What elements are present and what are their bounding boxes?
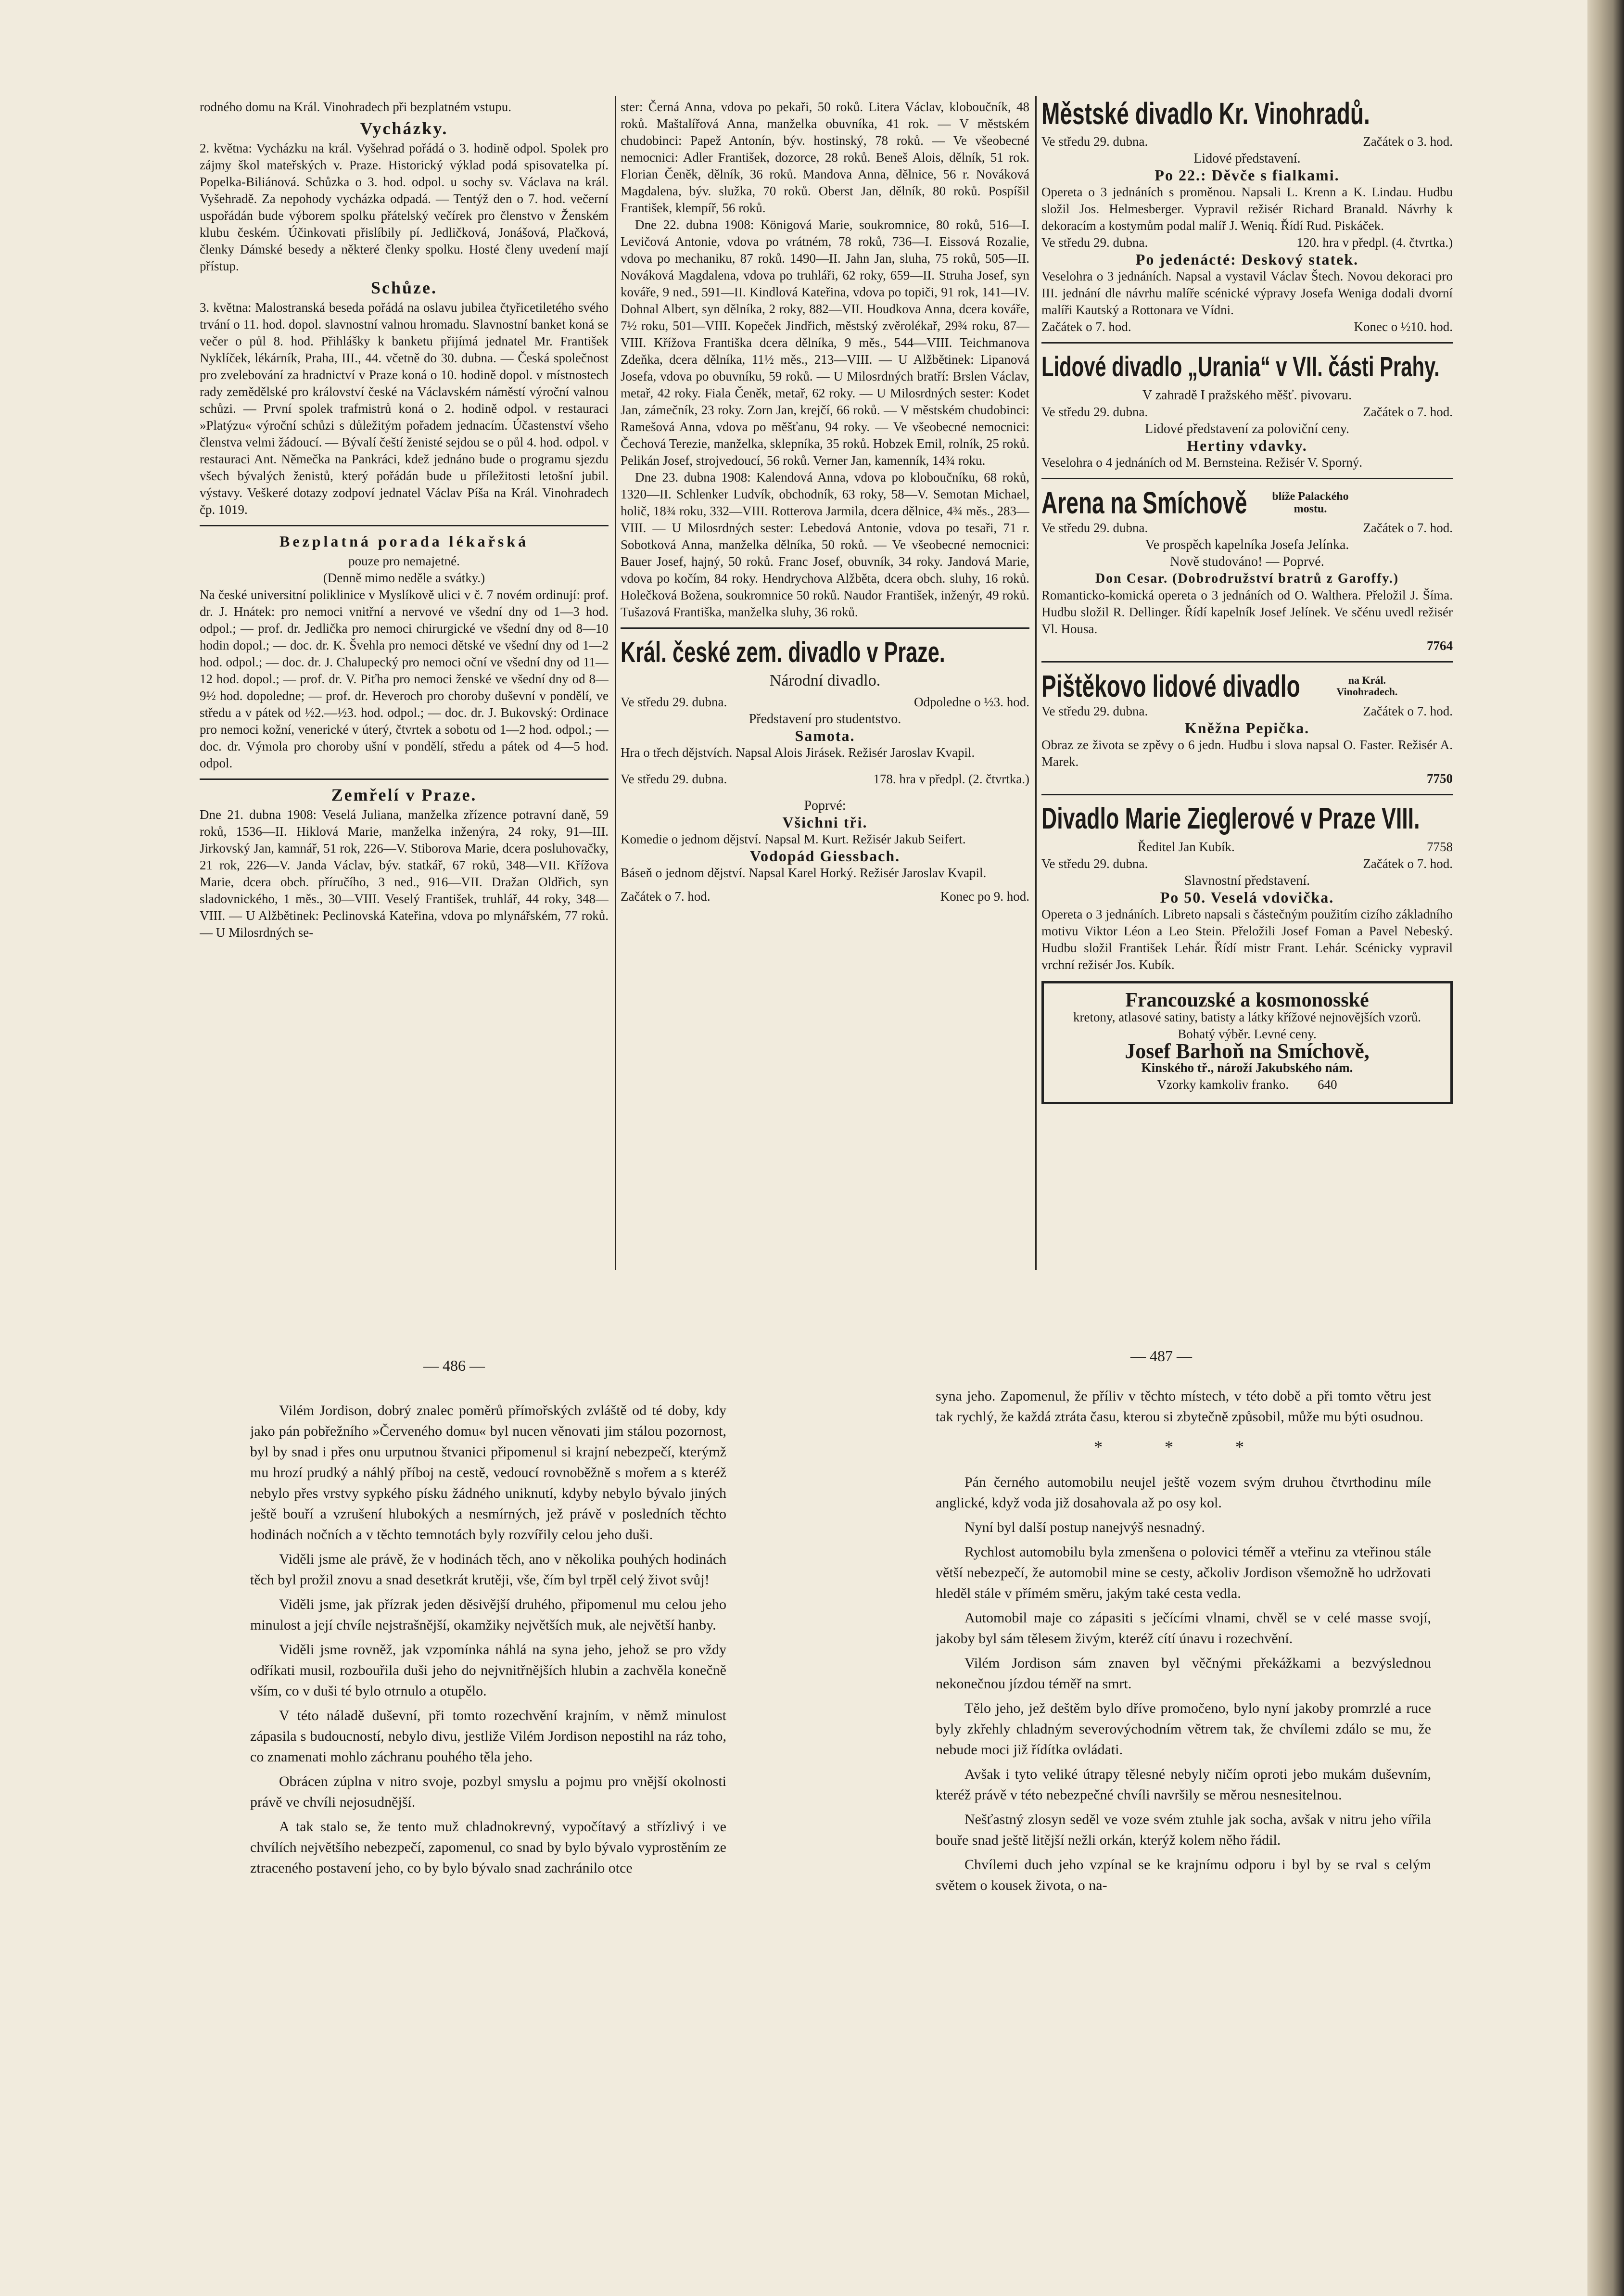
story-paragraph: syna jeho. Zapomenul, že příliv v těchto místech, v této době a při tomto větru jest tak rychlý, že každá ztráta času, kterou si zbytečně způsobil, může mu býti osudnou.	[936, 1388, 1431, 1425]
divider	[200, 525, 609, 526]
deaths-text-1: ster: Černá Anna, vdova po pekaři, 50 roků. Litera Václav, kloboučník, 48 roků. Maštalířová Anna, manželka obuvníka, 41 rok. — V městském chudobinci: Papež Antonín, býv. hostinský, 78 roků. — Ve všeobecné nemocnici: Adler František, dozorce, 28 roků. Beneš Alois, dělník, 51 rok. Florian Čeněk, dělník, 36 roků. Mandova Anna, dělnice, 56 r. Nováková Magdalena, býv. služka, 70 roků. Oberst Jan, dělník, 80 roků. Pospíšil František, klempíř, 56 roků.	[621, 100, 1029, 215]
ad-address: Kinského tř., nároží Jakubského nám.	[1141, 1060, 1353, 1075]
story-left-page	[250, 1400, 726, 2151]
zemreli-heading: Zemřelí v Praze.	[331, 785, 477, 804]
column-divider-right	[1035, 96, 1037, 1270]
book-spine	[1587, 0, 1624, 2296]
story-paragraph: Automobil maje co zápasiti s ječícími vlnami, chvěl se v celé masse svojí, jakoby byl sám tělesem živým, kteréž cítí únavu i rozechvění.	[936, 1610, 1431, 1646]
ad-title: Francouzské a kosmonosské	[1125, 989, 1369, 1011]
ad-name: Josef Barhoň na Smíchově,	[1125, 1039, 1370, 1063]
vychazky-heading: Vycházky.	[360, 119, 448, 138]
pistek-subtitle: na Král. Vinohradech.	[1336, 674, 1398, 698]
ur-date: Ve středu 29. dubna.	[1041, 405, 1148, 419]
divider	[621, 627, 1029, 629]
mv-end-2: Konec o ½10. hod.	[1354, 319, 1453, 334]
narodni-divadlo-name: Národní divadlo.	[769, 672, 881, 689]
ar-note-2: Nově studováno! — Poprvé.	[1170, 554, 1324, 569]
middle-column	[621, 99, 1029, 1277]
nd-end: Konec po 9. hod.	[940, 889, 1029, 904]
porada-subtitle-2: (Denně mimo neděle a svátky.)	[323, 571, 485, 585]
left-column	[200, 99, 609, 1277]
mestske-divadlo-title: Městské divadlo Kr. Vinohradů.	[1041, 96, 1370, 131]
nd-desc-1: Hra o třech dějstvích. Napsal Alois Jirásek. Režisér Jaroslav Kvapil.	[621, 745, 975, 760]
intro-text: rodného domu na Král. Vinohradech při bezplatném vstupu.	[200, 100, 511, 114]
ur-desc: Veselohra o 4 jednáních od M. Bernsteina. Režisér V. Sporný.	[1041, 455, 1363, 470]
ziegler-title: Divadlo Marie Zieglerové v Praze VIII.	[1041, 802, 1420, 835]
nd-desc-2: Komedie o jednom dějství. Napsal M. Kurt. Režisér Jakub Seifert.	[621, 832, 966, 846]
mv-play-2: Po jedenácté: Deskový statek.	[1135, 251, 1359, 268]
porada-text: Na české universitní poliklinice v Myslíkově ulici v č. 7 novém ordinují: prof. dr. J. Hnátek: pro nemoci vnitřní a nervové ve všední dny od 1—3 hod. odpol.; — prof. dr. Jedlička pro nemoci chirurgické ve všední dny od 8—10 hodin dopol.; — doc. dr. K. Švehla pro nemoci dětské ve všední dny od 1—2 hod. odpol.; — doc. dr. J. Chalupecký pro nemoci oční ve všední dny od 11—12 hod. dopol.; — prof. dr. V. Piťha pro nemoci ženské ve všední dny od 8—9½ hod. dopoledne; — prof. dr. Heveroch pro choroby duševní v pondělí, ve středu a v pátek od ½2.—½3. hod. odpol.; — doc. dr. J. Bukovský: Ordinace pro nemoci kožní, venerické v úterý, čtvrtek a sobotu od 1—2 hod. odpol.; — doc. dr. Výmola pro choroby ušní v pondělí, středu a pátek od 4—5 hod. odpol.	[200, 587, 609, 770]
nd-desc-3: Báseň o jednom dějství. Napsal Karel Horký. Režisér Jaroslav Kvapil.	[621, 866, 987, 880]
story-paragraph: Vilém Jordison sám znaven byl věčnými překážkami a bezvýslednou nekonečnou jízdou téměř na smrt.	[936, 1655, 1431, 1692]
mv-note-1: Lidové představení.	[1193, 151, 1301, 166]
zi-director: Ředitel Jan Kubík.	[1138, 840, 1235, 854]
ur-start: Začátek o 7. hod.	[1363, 405, 1453, 419]
mv-start-2: Začátek o 7. hod.	[1041, 319, 1131, 334]
deaths-text-2: Dne 22. dubna 1908: Königová Marie, soukromnice, 80 roků, 516—I. Levičová Antonie, vdova po vrátném, 78 roků, 736—I. Eissová Rozalie, vdova po mechaniku, 87 roků. 1490—II. Jahn Jan, sluha, 75 roků, 505—II. Nováková Magdalena, vdova po truhláři, 62 roky, 659—II. Struha Josef, syn kováře, 9 ned., 591—II. Kindlová Kateřina, vdova po topiči, 91 rok, 141—IV. Dohnal Albert, syn dělníka, 2 roky, 882—VII. Houdkova Anna, dcera kováře, 7½ roku, 501—VIII. Kopeček Jindřich, městský zvěrolékař, 29¾ roku, 87—VIII. Křížova Františka dcera dělníka, 9 měs., 544—VIII. Teichmanova Zdeňka, dcera dělníka, 11½ měs., 213—VIII. — U Alžbětinek: Lipanová Josefa, vdova po obuvníku, 59 roků. — U Milosrdných bratří: Brslen Václav, metař, 42 roky. Fiala Čeněk, metař, 62 roky. — U Milosrdných sester: Kodet Jan, zámečník, 23 roky. Zorn Jan, krejčí, 66 roků. — V městském chudobinci: Ramešová Anna, vdova po měšťanu, 94 roky. — Ve všeobecné nemocnici: Čechová Terezie, manželka, sklepníka, 35 roků. Hobzek Emil, rolník, 25 roků. Pelikán Josef, strojvedoucí, 56 roků. Verner Jan, kamenník, 14¾ roku.	[621, 217, 1029, 468]
story-paragraph: A tak stalo se, že tento muž chladnokrevný, vypočítavý a střízlivý i ve chvílích největšího nebezpečí, zapomenul, co snad by bylo bývalo vyprostěním ze ztraceného postavení jeho, co by bylo bývalo snad zachránilo otce	[250, 1819, 726, 1876]
story-paragraph: Viděli jsme, jak přízrak jeden děsivější druhého, připomenul mu celou jeho minulost a její chvíle nejstrašnější, okamžiky největších muk, ale největší hanby.	[250, 1596, 726, 1633]
section-separator: * * *	[1094, 1437, 1273, 1456]
mv-play-1: Po 22.: Děvče s fialkami.	[1155, 166, 1340, 184]
arena-title: Arena na Smíchově	[1041, 485, 1247, 520]
story-paragraph: Obrácen zúplna v nitro svoje, pozbyl smyslu a pojmu pro vnější okolnosti právě ve chvíli nejosudnější.	[250, 1773, 726, 1810]
nd-first: Poprvé:	[804, 798, 846, 813]
ur-place: V zahradě I pražského měšť. pivovaru.	[1142, 388, 1352, 403]
ar-play: Don Cesar. (Dobrodružství bratrů z Garoffy.)	[1095, 571, 1399, 586]
mv-num-2: 120. hra v předpl. (4. čtvrtka.)	[1296, 235, 1453, 250]
story-paragraph: Tělo jeho, jež deštěm bylo dříve promočeno, bylo nyní jakoby promrzlé a ruce byly zkřehly chladným severovýchodním větrem tak, že chvílemi zdálo se mu, že nebude moci již řídítka ovládati.	[936, 1700, 1431, 1758]
narodni-divadlo-title: Král. české zem. divadlo v Praze.	[621, 636, 945, 668]
story-paragraph: Vilém Jordison, dobrý znalec poměrů přímořských zvláště od té doby, kdy jako pán pobřežního »Červeného domu« byl nucen věnovati jim stálou pozornost, byl by snad i přes onu urputnou štvanici připomenul si krajní nebezpečí, kterýmž mu hrozí prudký a náhlý příboj na cestě, vedoucí rovnoběžně s mořem a s kteréž nebylo přes vrstvy sypkého písku žádného uniknutí, kdyby nebylo bývalo jiných ještě bouří a vzrušení hlubokých a nesmírných, jež právě v posledních těchto hodinách nočních a v těchto temnotách byly rozvířily celou jeho duši.	[250, 1403, 726, 1543]
nd-date-1: Ve středu 29. dubna.	[621, 695, 727, 709]
page-number-486: — 486 —	[423, 1357, 485, 1374]
ad-num: 640	[1318, 1077, 1337, 1092]
schuze-text: 3. května: Malostranská beseda pořádá na oslavu jubilea čtyřicetiletého svého trvání o 11. hod. dopol. slavnostní valnou hromadu. Slavnostní banket koná se večer o půl 8. hod. Přihlášky k banketu přijímá jednatel Mr. František Nyklíček, lékárník, Praha, III., 44. včetně do 30. dubna. — Česká společnost pro zvelebování za hradnictví v Praze koná o 10. hodině dopol. v místnostech rady zemědělské pro království české na Václavském náměstí výroční valnou schůzi. — První spolek trafmistrů koná o 2. hodině odpol. v restauraci »Platýzu« výroční schůzi s důležitým pořadem jednacím. Účastenství všeho členstva velmi žádoucí. — Bývalí čeští ženisté sejdou se o půl 4. hod. odpol. v restauraci Ant. Němečka na Pankráci, kdež jednáno bude o programu sjezdu všech bývalých ženistů, který pořádán bude u příležitosti letošní jubil. výstavy. Veškeré dotazy zodpoví jednatel Václav Píša na Král. Vinohradech čp. 1019.	[200, 300, 609, 517]
ar-desc: Romanticko-komická opereta o 3 jednáních od O. Walthera. Přeložil J. Šíma. Hudbu složil R. Dellinger. Řídí kapelník Josef Jelínek. Ve sčénu uvedl režisér Vl. Housa.	[1041, 588, 1453, 636]
story-paragraph: Viděli jsme rovněž, jak vzpomínka náhlá na syna jeho, jehož se pro vždy odříkati musil, rozbouřila duši jeho do nejvnitřnějších hlubin a zachvěla konečně vším, co v duši té bylo otrnulo a otupělo.	[250, 1642, 726, 1699]
nd-play-3: Vodopád Giessbach.	[749, 847, 901, 865]
mv-start-1: Začátek o 3. hod.	[1363, 134, 1453, 149]
story-paragraph: Nyní byl další postup nanejvýš nesnadný.	[964, 1519, 1205, 1535]
ad-sample: Vzorky kamkoliv franko.	[1157, 1077, 1289, 1092]
nd-date-2: Ve středu 29. dubna.	[621, 772, 727, 786]
nd-start: Začátek o 7. hod.	[621, 889, 710, 904]
story-paragraph: V této náladě duševní, při tomto rozechvění krajním, v němž minulost zápasila s budoucností, nebylo divu, jestliže Vilém Jordison nepostihl na ráz toho, co znamenati mohlo záchranu pouhého těla jeho.	[250, 1708, 726, 1765]
divider	[1041, 342, 1453, 344]
schuze-heading: Schůze.	[371, 278, 437, 297]
divider	[200, 778, 609, 780]
vychazky-text: 2. května: Vycházku na král. Vyšehrad pořádá o 3. hodině odpol. Spolek pro zájmy škol mateřských v. Praze. Historický výklad podá spisovatelka pí. Popelka-Biliánová. Schůzka o 3. hod. odpol. u sochy sv. Václava na král. Vyšehradě. Za nepohody vycházka odpadá. — Tentýž den o 7. hod. večerní uspořádán bude výborem spolku přátelský večírek pro členstvo v Ženském klubu českém. Účinkovati přislíbily pí. Jedličková, Jonášová, Plačková, členky Dámské besedy a některé členky spolku. Hosté členy uvedení mají přístup.	[200, 141, 609, 273]
deaths-text-3: Dne 23. dubna 1908: Kalendová Anna, vdova po kloboučníku, 68 roků, 1320—II. Schlenker Ludvík, obchodník, 63 roky, 58—V. Semotan Michael, holič, 18¾ roku, 332—VIII. Rotterova Jarmila, dcera dělnice, 4¾ měs., 283—VIII. — U Milosrdných sester: Lebedová Antonie, vdova po tesaři, 71 r. Sobotková Anna, manželka dělníka, 50 roků. — Ve všeobecné nemocnici: Bauer Josef, hajný, 50 roků. Franc Josef, obuvník, 34 roky. Jandová Marie, vdova po kočím, 84 roky. Hendrychova Alžběta, dcera obch. sluhy, 16 roků. Holečková Božena, soukromnice 50 roků. Naudor František, inženýr, 49 roků. Tušazová Františka, manželka sluhy, 36 roků.	[621, 470, 1029, 619]
pistek-title: Pištěkovo lidové divadlo	[1041, 669, 1300, 703]
nd-play-2: Všichni tři.	[782, 814, 868, 831]
nd-play-1: Samota.	[795, 727, 855, 744]
page-number-487: — 487 —	[1130, 1347, 1192, 1365]
urania-title: Lidové divadlo „Urania“ v VII. části Prahy.	[1041, 351, 1440, 383]
zi-play: Po 50. Veselá vdovička.	[1160, 889, 1334, 906]
column-divider-left	[615, 96, 616, 1270]
mv-date-1: Ve středu 29. dubna.	[1041, 134, 1148, 149]
ur-note: Lidové představení za poloviční ceny.	[1144, 421, 1350, 436]
divider	[1041, 794, 1453, 795]
pi-date: Ve středu 29. dubna.	[1041, 704, 1148, 718]
ar-num: 7764	[1427, 638, 1453, 653]
story-paragraph: Viděli jsme ale právě, že v hodinách těch, ano v několika pouhých hodinách těch byl prožil znovu a snad desetkrát krutěji, vše, čím byl trpěl celý život svůj!	[250, 1551, 726, 1588]
zi-note: Slavnostní představení.	[1184, 873, 1310, 888]
porada-heading: Bezplatná porada lékařská	[279, 533, 529, 550]
story-right-page	[936, 1386, 1431, 2151]
zi-desc: Opereta o 3 jednáních. Libreto napsali s částečným použitím cizího základního motivu Viktor Léon a Leo Stein. Přeložili Josef Foman a Pavel Nebeský. Hudbu složil František Lehár. Řídí mistr Frant. Lehár. Scénicky vypravil vrchní režisér Jos. Kubík.	[1041, 907, 1453, 972]
nd-num-2: 178. hra v předpl. (2. čtvrtka.)	[873, 772, 1029, 786]
story-paragraph: Pán černého automobilu neujel ještě vozem svým druhou čtvrthodinu míle anglické, když voda již dosahovala až po osy kol.	[936, 1474, 1431, 1511]
mv-date-2: Ve středu 29. dubna.	[1041, 235, 1148, 250]
pi-play: Kněžna Pepička.	[1184, 719, 1310, 737]
nd-time-1: Odpoledne o ½3. hod.	[914, 695, 1029, 709]
ar-note: Ve prospěch kapelníka Josefa Jelínka.	[1145, 537, 1349, 552]
pi-num: 7750	[1427, 771, 1453, 786]
arena-subtitle: blíže Palackého mostu.	[1272, 490, 1349, 515]
nd-note-1: Představení pro studentstvo.	[749, 712, 901, 727]
ar-date: Ve středu 29. dubna.	[1041, 521, 1148, 535]
pi-desc: Obraz ze života se zpěvy o 6 jedn. Hudbu i slova napsal O. Faster. Režisér A. Marek.	[1041, 738, 1453, 769]
zi-date: Ve středu 29. dubna.	[1041, 856, 1148, 871]
ar-start: Začátek o 7. hod.	[1363, 521, 1453, 535]
ur-play: Hertiny vdavky.	[1187, 437, 1307, 454]
mv-desc-1: Opereta o 3 jednáních s proměnou. Napsali L. Krenn a K. Lindau. Hudbu složil Jos. Helmesberger. Vypravil režisér Richard Branald. Návrhy k dekoracím a kostymům podal malíř J. Weniq. Řídí Rud. Piskáček.	[1041, 185, 1453, 233]
pi-start: Začátek o 7. hod.	[1363, 704, 1453, 718]
story-paragraph: Chvílemi duch jeho vzpínal se ke krajnímu odporu i byl by se rval s celým světem o kousek života, o na-	[936, 1857, 1431, 1893]
right-column	[1041, 94, 1453, 1277]
zemreli-text: Dne 21. dubna 1908: Veselá Juliana, manželka zřízence potravní daně, 59 roků, 1536—II. Hiklová Marie, manželka inženýra, 24 roky, 91—III. Jirkovský Jan, kamnář, 51 rok, 226—V. Stiborova Marie, dcera posluhovačky, 21 rok, 226—V. Janda Václav, býv. statkář, 67 roků, 348—VII. Křížova Marie, dcera obch. příručího, 3 ned., 916—VII. Dražan Oldřich, syn sladovnického, 1 měs., 30—VIII. Veselý František, truhlář, 44 roky, 348—VIII. — U Alžbětinek: Peclinovská Kateřina, vdova po mlynářském, 77 roků. — U Milosrdných se-	[200, 807, 609, 940]
divider	[1041, 478, 1453, 479]
mv-desc-2: Veselohra o 3 jednáních. Napsal a vystavil Václav Štech. Novou dekoraci pro III. jednání dle návrhu malíře scénické výpravy Josefa Weniga dodali dvorní malíři Kautský a Rottonara ve Vídni.	[1041, 269, 1453, 317]
story-paragraph: Rychlost automobilu byla zmenšena o polovici téměř a vteřinu za vteřinou stále větší nebezpečí, že automobil mine se cesty, ačkoliv Jordison všemožně ho udržovati hleděl stále v přímém směru, jakým také cesta vedla.	[936, 1544, 1431, 1601]
advertisement-box	[1041, 981, 1453, 1104]
zi-start: Začátek o 7. hod.	[1363, 856, 1453, 871]
porada-subtitle: pouze pro nemajetné.	[348, 554, 460, 568]
zi-num: 7758	[1427, 840, 1453, 854]
story-paragraph: Nešťastný zlosyn seděl ve voze svém ztuhle jak socha, avšak v nitru jeho vířila bouře snad ještě litější nežli orkán, kterýž kolem něho řádil.	[936, 1811, 1431, 1848]
divider	[1041, 661, 1453, 663]
ad-text: kretony, atlasové satiny, batisty a látky křížové nejnovějších vzorů. Bohatý výběr. Levné ceny.	[1073, 1010, 1421, 1041]
story-paragraph: Avšak i tyto veliké útrapy tělesné nebyly ničím oproti jebo mukám duševním, kteréž právě v této nebezpečné chvíli navršily se měrou nesnesitelnou.	[936, 1766, 1431, 1803]
